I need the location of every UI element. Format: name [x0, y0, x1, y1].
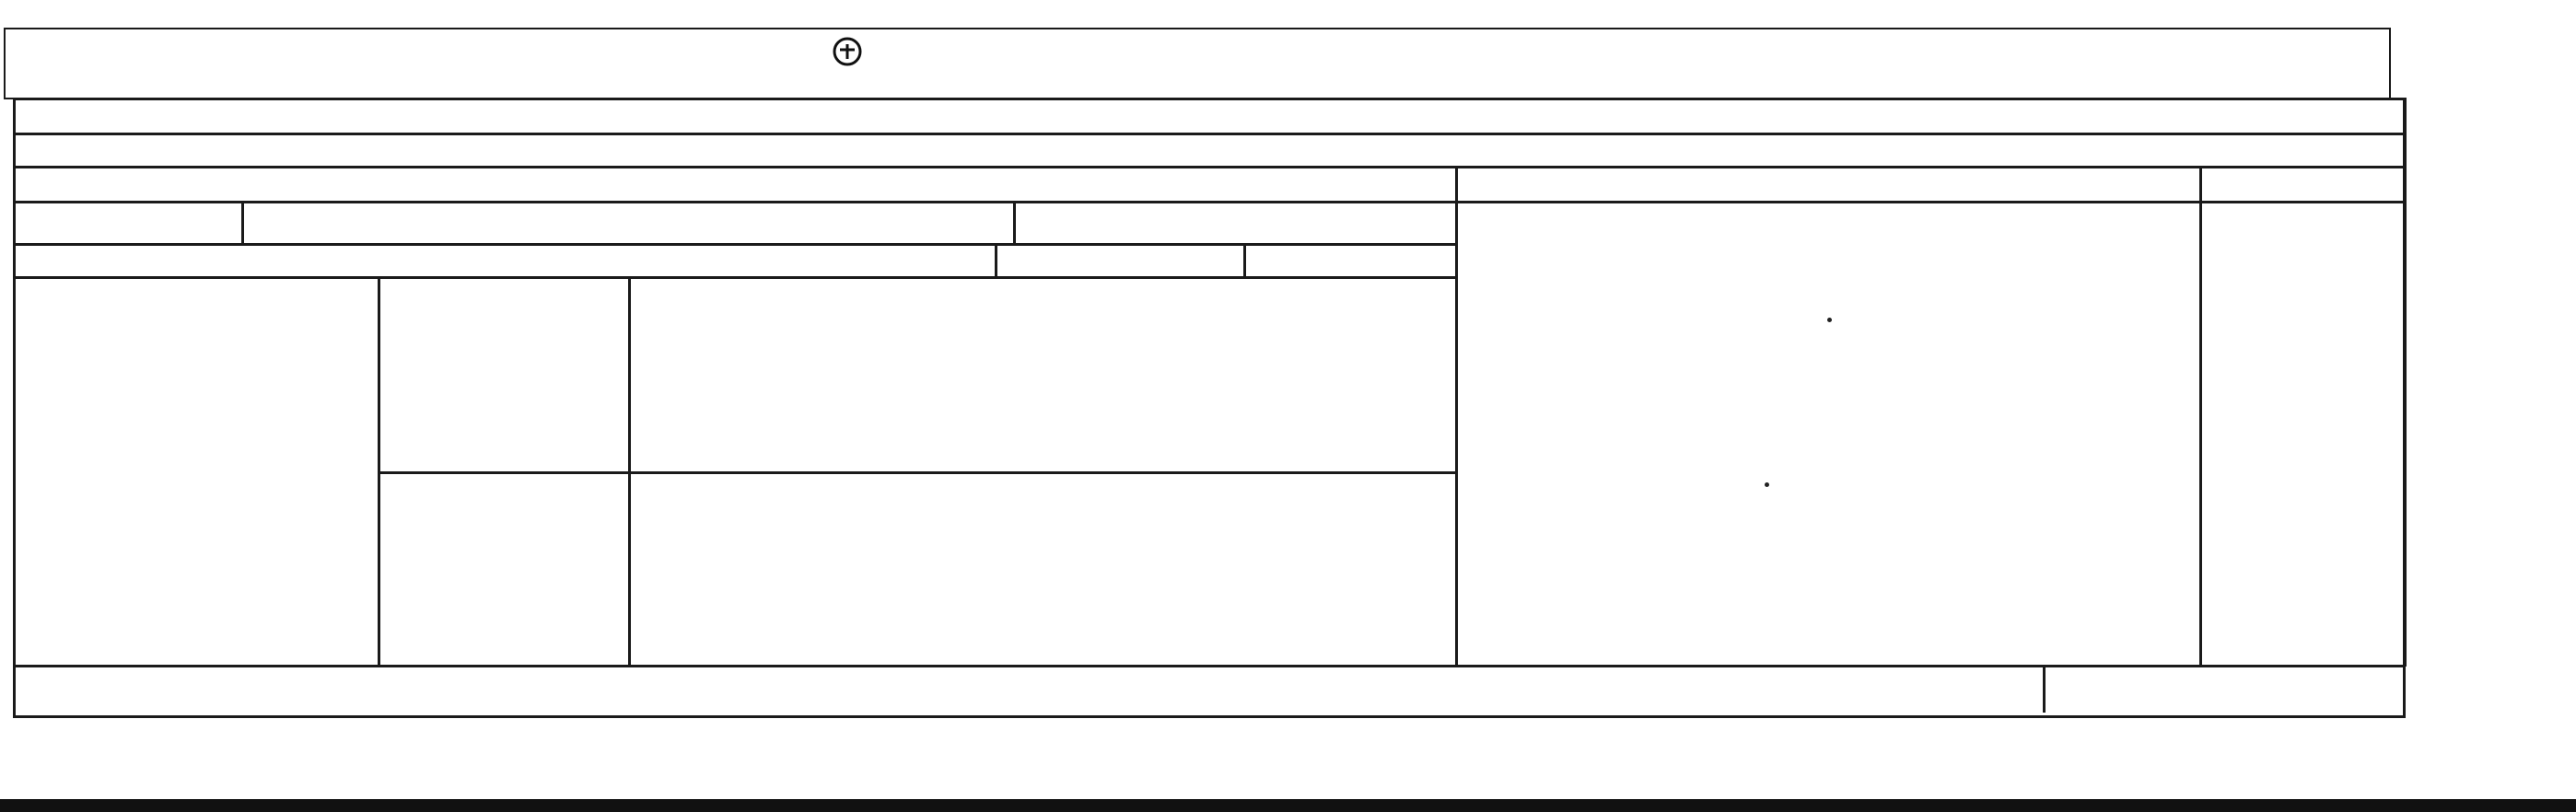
- bottom-edge-bar: [0, 799, 2576, 812]
- certipostal-logo: [810, 33, 884, 88]
- scan-dot: [1765, 482, 1769, 487]
- form-frame: [13, 98, 2406, 718]
- side-separator: [2404, 98, 2407, 667]
- scan-dot: [1827, 318, 1832, 322]
- barcode: [1494, 28, 2229, 92]
